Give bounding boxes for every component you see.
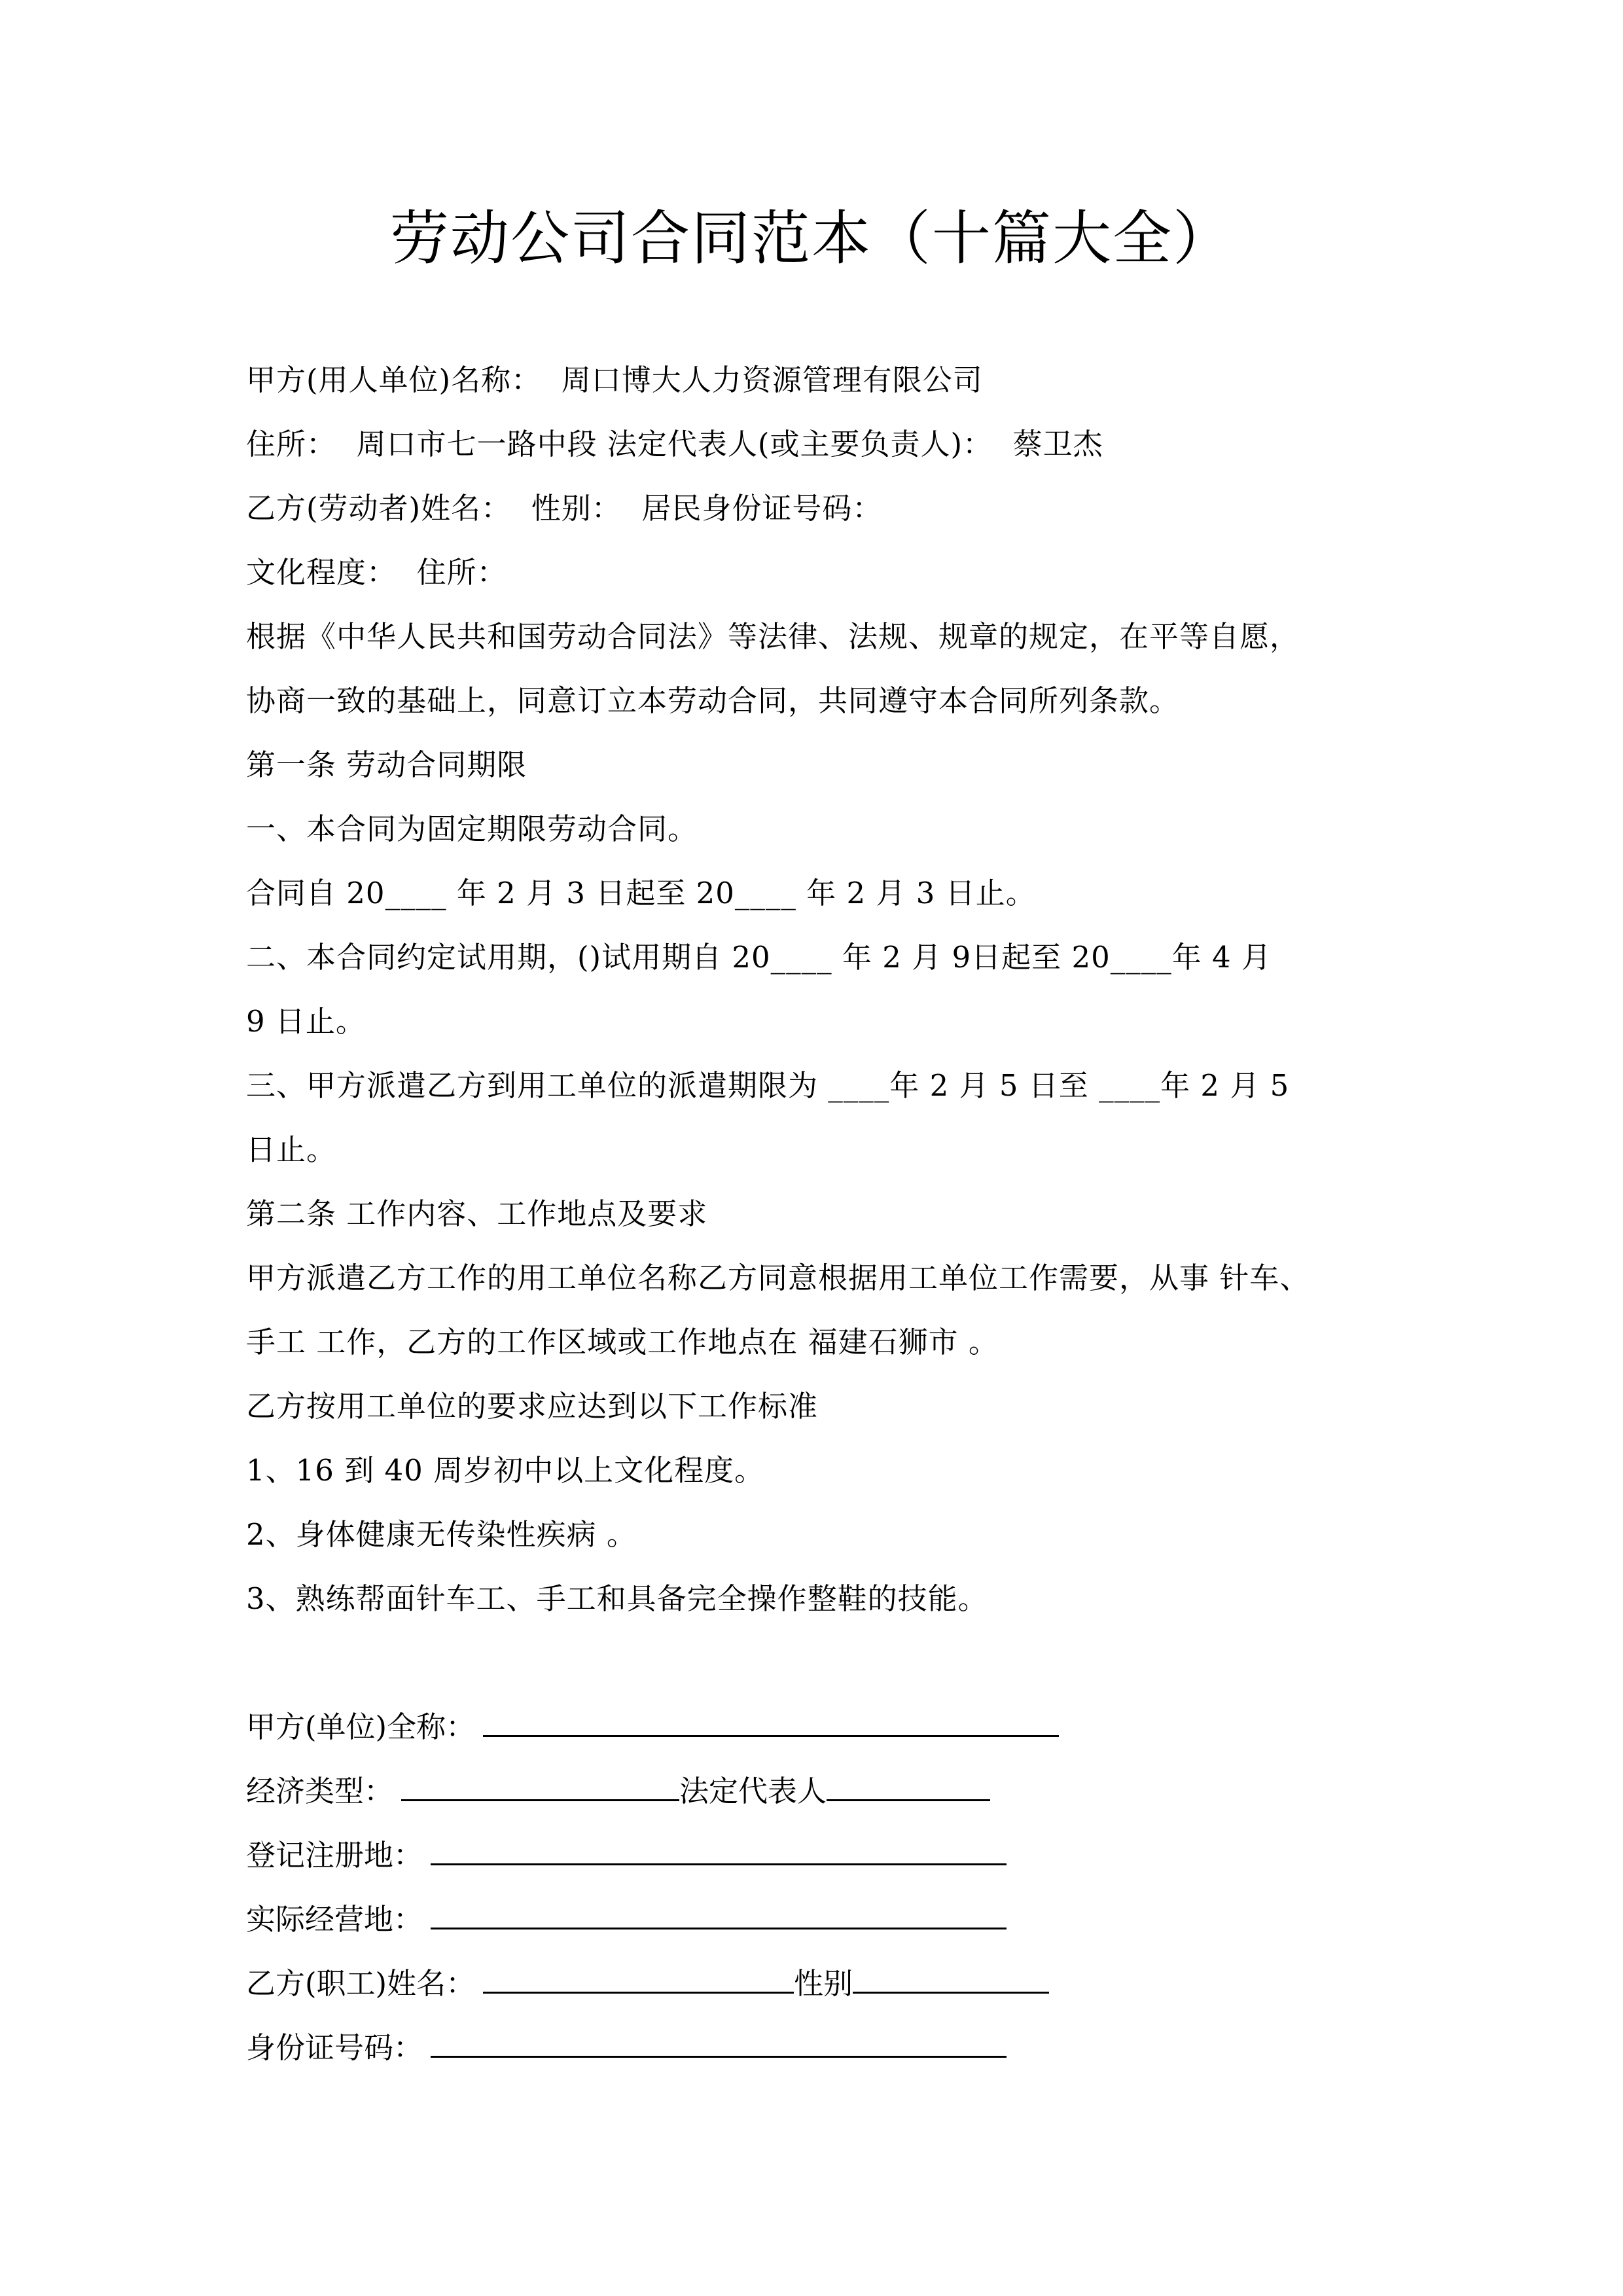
article-1-clause: 一、本合同为固定期限劳动合同。 bbox=[246, 812, 698, 846]
party-a-name-line: 甲方(用人单位)名称： 周口博大人力资源管理有限公司 bbox=[246, 363, 983, 397]
economic-type-blank[interactable] bbox=[401, 1773, 679, 1801]
party-b-name-label: 乙方(职工)姓名： bbox=[246, 1966, 476, 2001]
business-address-blank[interactable] bbox=[431, 1901, 1007, 1929]
registered-address-blank[interactable] bbox=[431, 1837, 1007, 1865]
signature-form bbox=[246, 1695, 1411, 2080]
id-number-row bbox=[246, 2016, 1411, 2080]
legal-rep-blank[interactable] bbox=[827, 1773, 990, 1801]
party-b-name-blank[interactable] bbox=[483, 1965, 794, 1994]
article-2-heading: 第二条 工作内容、工作地点及要求 bbox=[246, 1196, 708, 1231]
registered-address-label: 登记注册地： bbox=[246, 1838, 423, 1873]
economic-type-label: 经济类型： bbox=[246, 1774, 394, 1808]
article-2-clause: 乙方按用工单位的要求应达到以下工作标准 bbox=[246, 1389, 819, 1424]
contract-body bbox=[246, 348, 1411, 1631]
party-a-address-line: 住所： 周口市七一路中段 法定代表人(或主要负责人)： 蔡卫杰 bbox=[246, 427, 1103, 461]
party-b-name-row bbox=[246, 1952, 1411, 2016]
economic-type-row bbox=[246, 1759, 1411, 1823]
legal-rep-label: 法定代表人 bbox=[679, 1774, 827, 1808]
business-address-label: 实际经营地： bbox=[246, 1902, 423, 1937]
article-1-clause: 二、本合同约定试用期，()试用期自 20____ 年 2 月 9日起至 20____年 4 月 bbox=[246, 940, 1272, 975]
party-a-full-name-label: 甲方(单位)全称： bbox=[246, 1710, 476, 1744]
article-1-clause: 9 日止。 bbox=[246, 1004, 366, 1039]
id-number-blank[interactable] bbox=[431, 2030, 1007, 2058]
business-address-row bbox=[246, 1888, 1411, 1952]
registered-address-row bbox=[246, 1823, 1411, 1888]
requirement-item: 2、身体健康无传染性疾病 。 bbox=[246, 1517, 637, 1552]
party-a-full-name-blank[interactable] bbox=[483, 1709, 1059, 1737]
id-number-label: 身份证号码： bbox=[246, 2030, 423, 2065]
gender-label: 性别 bbox=[794, 1966, 853, 2001]
requirement-item: 1、16 到 40 周岁初中以上文化程度。 bbox=[246, 1453, 765, 1488]
article-1-clause: 日止。 bbox=[246, 1132, 337, 1167]
preamble-line: 根据《中华人民共和国劳动合同法》等法律、法规、规章的规定，在平等自愿， bbox=[246, 619, 1300, 654]
article-2-clause: 手工 工作，乙方的工作区域或工作地点在 福建石狮市 。 bbox=[246, 1325, 999, 1359]
article-1-heading: 第一条 劳动合同期限 bbox=[246, 747, 527, 782]
article-1-clause: 三、甲方派遣乙方到用工单位的派遣期限为 ____年 2 月 5 日至 ____年 2 月 5 bbox=[246, 1068, 1290, 1103]
education-address-line: 文化程度： 住所： bbox=[246, 555, 507, 590]
article-1-clause: 合同自 20____ 年 2 月 3 日起至 20____ 年 2 月 3 日止。 bbox=[246, 876, 1036, 910]
requirement-item: 3、熟练帮面针车工、手工和具备完全操作整鞋的技能。 bbox=[246, 1581, 988, 1616]
document-title: 劳动公司合同范本（十篇大全） bbox=[390, 204, 1233, 273]
preamble-line: 协商一致的基础上，同意订立本劳动合同，共同遵守本合同所列条款。 bbox=[246, 683, 1180, 718]
gender-blank[interactable] bbox=[853, 1965, 1049, 1994]
party-b-info-line: 乙方(劳动者)姓名： 性别： 居民身份证号码： bbox=[246, 491, 883, 526]
party-a-full-name-row bbox=[246, 1695, 1411, 1759]
article-2-clause: 甲方派遣乙方工作的用工单位名称乙方同意根据用工单位工作需要，从事 针车、 bbox=[246, 1261, 1310, 1295]
